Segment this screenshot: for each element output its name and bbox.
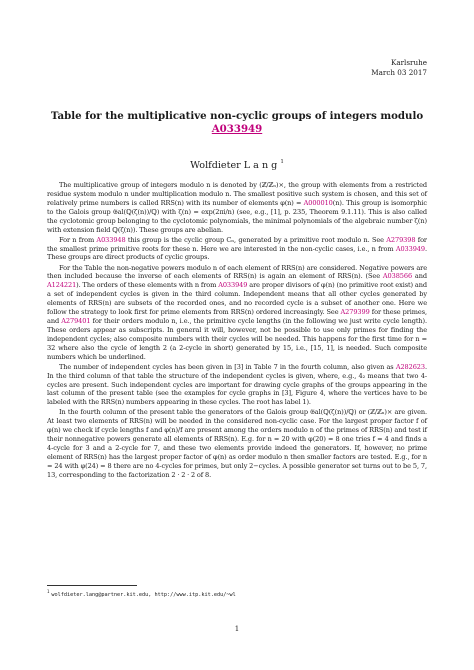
oeis-reference-link[interactable]: A033949	[218, 281, 248, 290]
footnote-rule	[47, 585, 137, 586]
paragraph-5: In the fourth column of the present table the generators of the Galois group 𝔊al(ℚ(ζ(n))/ℚ) or (ℤ/ℤₙ)× are given. At least two elements of RRS(n) will be needed in the considered non-cyclic case. For the largest proper factor f of φ(n) we check if cycle lengths f and φ(n)/f are present among the orders modulo n of the primes of RRS(n) and test if their nonnegative powers generate all elements of RRS(n). E.g. for n = 20 with φ(20) = 8 one tries f = 4 and finds a 4-cycle for 3 and a 2-cycle for 7, and these two elements provide indeed the generators. If, however, no prime element of RRS(n) has the largest proper factor of φ(n) as order modulo n then smaller factors are tested. E.g., for n = 24 with φ(24) = 8 there are no 4-cycles for primes, but only 2−cycles. A possible generator set turns out to be 5, 7, 13, corresponding to the factorization 2 · 2 · 2 of 8.	[47, 408, 427, 479]
paragraph-3: For the Table the non-negative powers modulo n of each element of RRS(n) are considered. Negative powers are then included because the inverse of each elements of RRS(n) is again an element of RRS(n). (See A038566 and A124221). The orders of these elements with n from A033949 are proper divisors of φ(n) (no primitive root exist) and a set of independent cycles is given in the third column. Independent means that all other cycles generated by elements of RRS(n) are subsets of the recorded ones, and no recorded cycle is a subset of another one. Here we follow the strategy to look first for prime elements from RRS(n) ordered increasingly. See A279399 for these primes, and A279401 for their orders modulo n, i.e., the primitive cycle lengths (in the following we just write cycle length). These orders appear as subscripts. In general it will, however, not be possible to use only primes for finding the independent cycles; also composite numbers with their cycles will be needed. This happens for the first time for n = 32 where also the cycle of length 2 (a 2-cycle in short) generated by 15, i.e., [15, 1], is needed. Such composite numbers which be underlined.	[47, 263, 427, 361]
oeis-reference-link[interactable]: A033948	[96, 235, 126, 244]
date: March 03 2017	[371, 67, 427, 77]
author-footnote-mark: 1	[280, 159, 284, 165]
oeis-reference-link[interactable]: A124221	[47, 281, 77, 290]
oeis-reference-link[interactable]: A279398	[386, 235, 416, 244]
oeis-reference-link[interactable]: A279401	[61, 316, 91, 325]
title-oeis-link[interactable]: A033949	[211, 123, 263, 135]
oeis-reference-link[interactable]: A038566	[382, 272, 413, 281]
oeis-reference-link[interactable]: A033949	[395, 244, 425, 253]
author-name: Wolfdieter L a n g	[190, 160, 278, 171]
author	[40, 156, 434, 172]
paragraph-4: The number of independent cycles has been given in [3] in Table 7 in the fourth column, also given as A282623. In the third column of that table the structure of the independent cycles is given, where, e.g., 4₂ means that two 4-cycles are present. Such independent cycles are important for drawing cycle graphs of the groups appearing in the last column of the present table (see the examples for cycle graphs in [3], Figure 4, where the vertices have to be labeled with the RRS(n) numbers appearing in these cycles. The root has label 1).	[47, 362, 427, 407]
footnote-text: wolfdieter.lang@partner.kit.edu, http://www.itp.kit.edu/~wl	[51, 592, 236, 598]
oeis-reference-link[interactable]: A282623	[395, 362, 425, 371]
body-text	[47, 181, 427, 481]
footnote	[47, 589, 236, 598]
title-text: Table for the multiplicative non-cyclic groups of integers modulo	[50, 110, 424, 122]
paper-title	[40, 110, 434, 136]
paragraph-1: The multiplicative group of integers modulo n is denoted by (ℤ/ℤₙ)×, the group with elements from a restricted residue system modulo n under multiplication modulo n. The smallest positive such system is chosen, and this set of relatively prime numbers is called RRS(n) with its number of elements φ(n) = A000010(n). This group is isomorphic to the Galois group 𝔊al(ℚ(ζ(n))/ℚ) with ζ(n) = exp(2πi/n) (see, e.g., [1], p. 235, Theorem 9.1.11). This is also called the cyclotomic group belonging to the cyclotomic polynomials, the minimal polynomials of the algebraic number ζ(n) with extension field ℚ(ζ(n)). These groups are abelian.	[47, 181, 427, 234]
page-number: 1	[234, 625, 240, 633]
oeis-reference-link[interactable]: A279399	[340, 308, 370, 317]
paragraph-2: For n from A033948 this group is the cyclic group Cₙ, generated by a primitive root modulo n. See A279398 for the smallest prime primitive roots for these n. Here we are interested in the non-cyclic cases, i.e., n from A033949. These groups are direct products of cyclic groups.	[47, 235, 427, 262]
footnote-mark: 1	[47, 589, 50, 594]
oeis-reference-link[interactable]: A000010	[303, 198, 333, 207]
place-date-block	[371, 58, 427, 77]
place: Karlsruhe	[390, 58, 427, 67]
